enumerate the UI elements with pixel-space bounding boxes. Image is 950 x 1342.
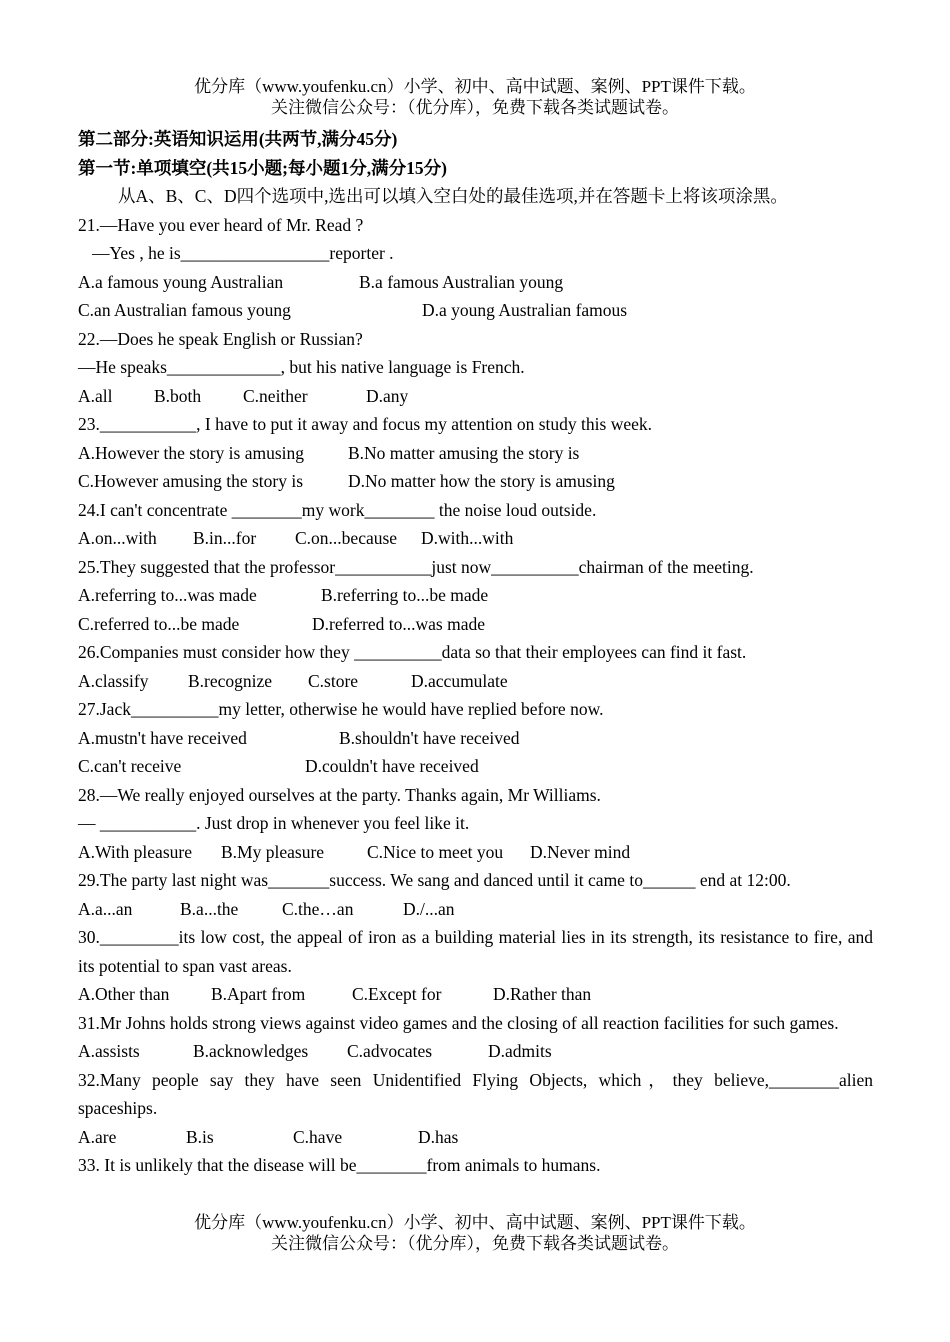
option-a: A.all bbox=[78, 385, 113, 406]
option-b: B.acknowledges bbox=[193, 1041, 309, 1061]
option-d: D.accumulate bbox=[411, 670, 508, 691]
question-26-stem: 26.Companies must consider how they __________data so that their employees can find it fast. bbox=[78, 642, 747, 662]
option-d: D.with...with bbox=[421, 528, 514, 548]
question-22-stem: 22.—Does he speak English or Russian? bbox=[78, 328, 363, 349]
option-b: B.No matter amusing the story is bbox=[348, 442, 580, 463]
option-d: D.a young Australian famous bbox=[422, 300, 628, 320]
question-30-options bbox=[78, 980, 873, 1009]
question-28-stem: 28.—We really enjoyed ourselves at the party. Thanks again, Mr Williams. bbox=[78, 784, 601, 805]
option-a: A.a...an bbox=[78, 898, 133, 919]
question-33-stem: 33. It is unlikely that the disease will be________from animals to humans. bbox=[78, 1155, 601, 1175]
question-27-options-row-1 bbox=[78, 724, 873, 753]
option-d: D.admits bbox=[488, 1041, 552, 1061]
question-21-options-row-2 bbox=[78, 296, 873, 325]
option-c: C.Nice to meet you bbox=[367, 841, 504, 862]
option-b: B.in...for bbox=[193, 528, 257, 548]
option-a: A.With pleasure bbox=[78, 841, 192, 862]
question-29-options bbox=[78, 895, 873, 924]
question-23-options-row-2 bbox=[78, 467, 873, 496]
question-31-stem: 31.Mr Johns holds strong views against video games and the closing of all reaction facilities for such games. bbox=[78, 1012, 839, 1033]
option-d: D.any bbox=[366, 385, 409, 406]
option-a: A.classify bbox=[78, 670, 149, 691]
option-d: D.couldn't have received bbox=[305, 756, 479, 776]
question-24-options bbox=[78, 524, 873, 553]
question-32-stem: 32.Many people say they have seen Unidentified Flying Objects, which，they believe,________alien spaceships. bbox=[78, 1069, 873, 1118]
question-21-options-row-1 bbox=[78, 268, 873, 297]
option-b: B.a famous Australian young bbox=[359, 271, 564, 292]
question-23-options-row-1 bbox=[78, 439, 873, 468]
question-28-options bbox=[78, 838, 873, 867]
question-26-options bbox=[78, 667, 873, 696]
question-31-options bbox=[78, 1037, 873, 1066]
option-d: D.has bbox=[418, 1126, 459, 1147]
option-a: A.assists bbox=[78, 1041, 140, 1061]
question-27-options-row-2 bbox=[78, 752, 873, 781]
option-a: A.mustn't have received bbox=[78, 727, 247, 748]
option-a: A.are bbox=[78, 1126, 117, 1147]
question-22-options bbox=[78, 382, 873, 411]
part-title: 第二部分:英语知识运用(共两节,满分45分) bbox=[78, 129, 398, 149]
option-c: C.on...because bbox=[295, 528, 398, 548]
option-c: C.neither bbox=[243, 385, 308, 406]
question-27-stem: 27.Jack__________my letter, otherwise he would have replied before now. bbox=[78, 699, 604, 719]
option-b: B.is bbox=[186, 1126, 214, 1147]
option-c: C.referred to...be made bbox=[78, 613, 240, 634]
header-line-1: 优分库（www.youfenku.cn）小学、初中、高中试题、案例、PPT课件下载。 bbox=[194, 77, 756, 96]
instruction: 从A、B、C、D四个选项中,选出可以填入空白处的最佳选项,并在答题卡上将该项涂黑。 bbox=[118, 186, 788, 206]
question-25-options-row-2 bbox=[78, 610, 873, 639]
option-d: D.Never mind bbox=[530, 841, 631, 862]
option-c: C.can't receive bbox=[78, 756, 182, 776]
option-c: C.store bbox=[308, 670, 359, 691]
question-25-options-row-1 bbox=[78, 581, 873, 610]
option-b: B.both bbox=[154, 385, 202, 406]
footer-line-1: 优分库（www.youfenku.cn）小学、初中、高中试题、案例、PPT课件下载。 bbox=[194, 1213, 756, 1232]
question-21-stem: 21.—Have you ever heard of Mr. Read ? bbox=[78, 214, 364, 235]
option-d: D.Rather than bbox=[493, 984, 592, 1004]
option-c: C.the…an bbox=[282, 898, 354, 919]
option-d: D./...an bbox=[403, 898, 455, 919]
option-a: A.referring to...was made bbox=[78, 585, 257, 605]
question-30-stem: 30._________its low cost, the appeal of iron as a building material lies in its strength, its resistance to fire, and its potential to span vast areas. bbox=[78, 927, 873, 976]
option-d: D.No matter how the story is amusing bbox=[348, 471, 615, 491]
option-b: B.Apart from bbox=[211, 984, 306, 1004]
option-c: C.an Australian famous young bbox=[78, 300, 291, 320]
header-line-2: 关注微信公众号：（优分库），免费下载各类试题试卷。 bbox=[271, 98, 679, 117]
option-a: A.Other than bbox=[78, 984, 170, 1004]
question-28-reply: — ___________. Just drop in whenever you feel like it. bbox=[78, 813, 470, 833]
option-a: A.on...with bbox=[78, 528, 157, 548]
exam-content bbox=[78, 125, 873, 1180]
question-23-stem: 23.___________, I have to put it away and focus my attention on study this week. bbox=[78, 414, 653, 434]
option-b: B.shouldn't have received bbox=[339, 727, 520, 748]
question-29-stem: 29.The party last night was_______success. We sang and danced until it came to______ end at 12:00. bbox=[78, 870, 791, 890]
option-b: B.recognize bbox=[188, 670, 273, 691]
page-footer bbox=[0, 1212, 950, 1254]
option-c: C.have bbox=[293, 1126, 343, 1147]
option-c: C.advocates bbox=[347, 1041, 433, 1061]
option-a: A.However the story is amusing bbox=[78, 442, 305, 463]
page-header bbox=[0, 76, 950, 118]
option-c: C.Except for bbox=[352, 984, 442, 1004]
option-a: A.a famous young Australian bbox=[78, 271, 284, 292]
question-25-stem: 25.They suggested that the professor___________just now__________chairman of the meeting. bbox=[78, 556, 754, 577]
question-24-stem: 24.I can't concentrate ________my work________ the noise loud outside. bbox=[78, 499, 597, 520]
option-d: D.referred to...was made bbox=[312, 613, 485, 634]
question-21-reply: —Yes , he is_________________reporter . bbox=[92, 243, 394, 263]
question-22-reply: —He speaks_____________, but his native language is French. bbox=[78, 357, 525, 377]
section-title: 第一节:单项填空(共15小题;每小题1分,满分15分) bbox=[78, 157, 447, 178]
question-32-options bbox=[78, 1123, 873, 1152]
option-b: B.My pleasure bbox=[221, 841, 325, 862]
option-c: C.However amusing the story is bbox=[78, 471, 304, 491]
option-b: B.a...the bbox=[180, 898, 239, 919]
option-b: B.referring to...be made bbox=[321, 585, 489, 605]
footer-line-2: 关注微信公众号：（优分库），免费下载各类试题试卷。 bbox=[271, 1234, 679, 1253]
